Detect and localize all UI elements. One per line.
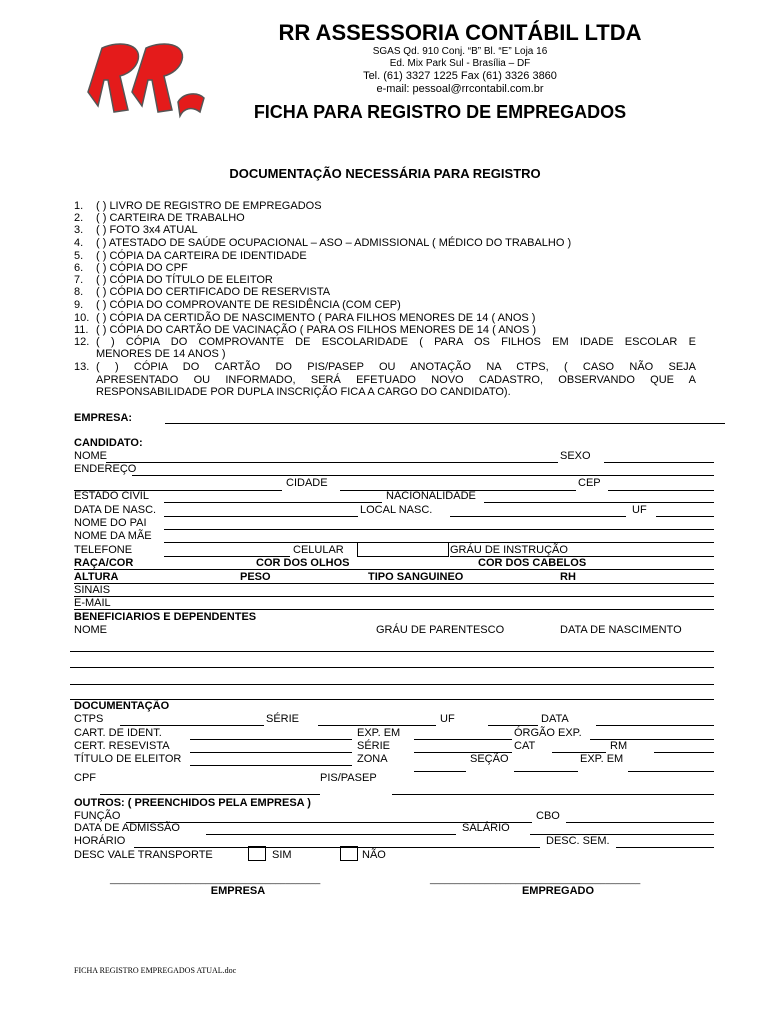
- ctps-data-field[interactable]: [596, 725, 714, 726]
- rr-logo-graphic: [80, 30, 210, 122]
- beneficiarios-label: BENEFICIARIOS E DEPENDENTES: [74, 611, 257, 623]
- cert-serie-label: SÉRIE: [357, 740, 391, 752]
- list-text: ( ) CÓPIA DA CARTEIRA DE IDENTIDADE: [96, 250, 307, 262]
- list-text: MENORES DE 14 ANOS ): [96, 348, 226, 360]
- email-label: E-MAIL: [74, 597, 111, 609]
- list-text: ( ) ATESTADO DE SAÚDE OCUPACIONAL – ASO – ADMISSIONAL ( MÉDICO DO TRABALHO ): [96, 237, 572, 249]
- cert-reservista-field[interactable]: [190, 752, 352, 753]
- company-email: e-mail: pessoal@rrcontabil.com.br: [376, 83, 544, 95]
- orgao-exp-field[interactable]: [590, 739, 714, 740]
- rm-field[interactable]: [654, 752, 714, 753]
- list-number: 4.: [74, 237, 84, 249]
- company-address-1: SGAS Qd. 910 Conj. “B” Bl. “E” Loja 16: [372, 46, 548, 57]
- rh-label: RH: [560, 571, 576, 583]
- uf-field[interactable]: [656, 516, 714, 517]
- list-text: ( ) CÓPIA DO TÍTULO DE ELEITOR: [96, 274, 273, 286]
- nome-mae-label: NOME DA MÃE: [74, 530, 152, 542]
- grau-instrucao-label: GRÁU DE INSTRUÇÃO: [450, 544, 568, 556]
- nacionalidade-label: NACIONALIDADE: [386, 490, 476, 502]
- titulo-eleitor-field[interactable]: [190, 765, 352, 766]
- horario-field[interactable]: [134, 847, 540, 848]
- footer-filename: FICHA REGISTRO EMPREGADOS ATUAL.doc: [74, 966, 237, 975]
- empregado-signature-label: EMPREGADO: [521, 885, 595, 897]
- nao-checkbox[interactable]: [340, 846, 358, 861]
- secao-field[interactable]: [514, 771, 578, 772]
- pis-pasep-field[interactable]: [392, 794, 714, 795]
- zona-label: ZONA: [357, 753, 388, 765]
- serie-label: SÉRIE: [266, 713, 300, 725]
- zona-field[interactable]: [414, 771, 466, 772]
- list-number: 10.: [74, 312, 90, 324]
- exp-em-label: EXP. EM: [357, 727, 401, 739]
- cidade-label: CIDADE: [286, 477, 328, 489]
- list-text: ( ) CÓPIA DO COMPROVANTE DE RESIDÊNCIA (COM CEP): [96, 299, 401, 311]
- cor-cabelos-label: COR DOS CABELOS: [478, 557, 587, 569]
- exp-em-field[interactable]: [414, 739, 512, 740]
- orgao-exp-label: ÓRGÃO EXP.: [514, 727, 582, 739]
- raca-cor-row-line[interactable]: [74, 569, 714, 570]
- sexo-label: SEXO: [560, 450, 591, 462]
- raca-cor-label: RAÇA/COR: [74, 557, 134, 569]
- cert-reservista-label: CERT. RESEVISTA: [74, 740, 170, 752]
- cbo-field[interactable]: [566, 822, 714, 823]
- pis-pasep-label: PIS/PASEP: [320, 772, 377, 784]
- ben-nome-header: NOME: [74, 624, 107, 636]
- sim-label: SIM: [272, 849, 292, 861]
- estado-civil-label: ESTADO CIVIL: [74, 490, 149, 502]
- cat-label: CAT: [514, 740, 536, 752]
- empresa-signature-label: EMPRESA: [210, 885, 266, 897]
- list-text: RESPONSABILIDADE POR DUPLA INSCRIÇÃO FICA A CARGO DO CANDIDATO).: [96, 386, 511, 398]
- altura-row-line[interactable]: [74, 583, 714, 584]
- list-number: 11.: [74, 324, 89, 336]
- docs-title: DOCUMENTAÇÃO NECESSÁRIA PARA REGISTRO: [229, 166, 541, 181]
- endereco-field[interactable]: [132, 475, 714, 476]
- cbo-label: CBO: [536, 810, 560, 822]
- ctps-label: CTPS: [74, 713, 104, 725]
- empresa-field[interactable]: [165, 423, 725, 424]
- list-text: ( ) CÓPIA DO COMPROVANTE DE ESCOLARIDADE ( PARA OS FILHOS EM IDADE ESCOLAR E: [96, 336, 696, 348]
- nome-pai-label: NOME DO PAI: [74, 517, 147, 529]
- data-admissao-field[interactable]: [206, 834, 456, 835]
- altura-label: ALTURA: [74, 571, 119, 583]
- nao-label: NÃO: [362, 849, 386, 861]
- titulo-exp-em-label: EXP. EM: [580, 753, 624, 765]
- list-number: 8.: [74, 286, 84, 298]
- ctps-uf-field[interactable]: [488, 725, 538, 726]
- list-text: ( ) CÓPIA DO CPF: [96, 262, 188, 274]
- cart-ident-label: CART. DE IDENT.: [74, 727, 162, 739]
- empregado-signature-line[interactable]: __________________________________________: [430, 874, 641, 884]
- beneficiario-row[interactable]: [70, 651, 714, 652]
- outros-label: OUTROS: ( PREENCHIDOS PELA EMPRESA ): [74, 797, 311, 809]
- sinais-field[interactable]: [74, 596, 714, 597]
- data-nasc-field[interactable]: [164, 516, 358, 517]
- secao-label: SEÇÃO: [470, 753, 509, 765]
- list-number: 6.: [74, 262, 84, 274]
- form-title: FICHA PARA REGISTRO DE EMPREGADOS: [253, 102, 627, 122]
- list-text: ( ) FOTO 3x4 ATUAL: [96, 224, 198, 236]
- cep-field[interactable]: [608, 490, 714, 491]
- titulo-exp-em-field[interactable]: [628, 771, 714, 772]
- data-nasc-label: DATA DE NASC.: [74, 504, 157, 516]
- serie-field[interactable]: [318, 725, 436, 726]
- nome-field[interactable]: [106, 462, 558, 463]
- company-phone: Tel. (61) 3327 1225 Fax (61) 3326 3860: [363, 70, 557, 82]
- cor-olhos-label: COR DOS OLHOS: [256, 557, 350, 569]
- endereco-label: ENDEREÇO: [74, 463, 137, 475]
- documentacao-label: DOCUMENTAÇÃO: [74, 700, 170, 712]
- list-number: 1.: [74, 200, 84, 212]
- data-admissao-label: DATA DE ADMISSÃO: [74, 822, 180, 834]
- tipo-sanguineo-label: TIPO SANGUINEO: [368, 571, 464, 583]
- ctps-data-label: DATA: [541, 713, 569, 725]
- beneficiario-row[interactable]: [70, 667, 714, 668]
- list-number: 3.: [74, 224, 84, 236]
- nome-pai-field[interactable]: [164, 529, 714, 530]
- list-text: ( ) CÓPIA DO CERTIFICADO DE RESERVISTA: [96, 286, 331, 298]
- list-number: 13.: [74, 361, 90, 373]
- email-field[interactable]: [74, 609, 714, 610]
- ctps-uf-label: UF: [440, 713, 455, 725]
- desc-sem-field[interactable]: [616, 847, 714, 848]
- sinais-label: SINAIS: [74, 584, 111, 596]
- celular-label: CELULAR: [293, 544, 344, 556]
- ctps-field[interactable]: [120, 725, 264, 726]
- nacionalidade-field[interactable]: [484, 502, 714, 503]
- salario-label: SALÁRIO: [462, 822, 510, 834]
- horario-label: HORÁRIO: [74, 835, 126, 847]
- celular-field[interactable]: [357, 542, 449, 557]
- funcao-label: FUNÇÃO: [74, 810, 121, 822]
- list-text: ( ) CARTEIRA DE TRABALHO: [96, 212, 245, 224]
- list-text: ( ) LIVRO DE REGISTRO DE EMPREGADOS: [96, 200, 322, 212]
- uf-label: UF: [632, 504, 647, 516]
- beneficiario-row[interactable]: [70, 684, 714, 685]
- list-text: ( ) CÓPIA DA CERTIDÃO DE NASCIMENTO ( PARA FILHOS MENORES DE 14 ( ANOS ): [96, 312, 536, 324]
- candidato-label: CANDIDATO:: [74, 437, 143, 449]
- sim-checkbox[interactable]: [248, 846, 266, 861]
- cep-label: CEP: [578, 477, 601, 489]
- nome-label: NOME: [74, 450, 107, 462]
- rm-label: RM: [610, 740, 628, 752]
- telefone-label: TELEFONE: [74, 544, 133, 556]
- empresa-label: EMPRESA:: [74, 412, 133, 424]
- cpf-label: CPF: [74, 772, 96, 784]
- list-number: 5.: [74, 250, 84, 262]
- list-text: APRESENTADO OU INFORMADO, SERÁ EFETUADO NOVO CADASTRO, OBSERVANDO QUE A: [96, 374, 696, 386]
- list-number: 2.: [74, 212, 84, 224]
- list-text: ( ) CÓPIA DO CARTÃO DO PIS/PASEP OU ANOTAÇÃO NA CTPS, ( CASO NÃO SEJA: [96, 361, 696, 373]
- titulo-eleitor-label: TÍTULO DE ELEITOR: [74, 753, 182, 765]
- cpf-field[interactable]: [100, 794, 320, 795]
- list-text: ( ) CÓPIA DO CARTÃO DE VACINAÇÃO ( PARA OS FILHOS MENORES DE 14 ( ANOS ): [96, 324, 537, 336]
- estado-civil-field[interactable]: [164, 502, 382, 503]
- list-number: 12.: [74, 336, 90, 348]
- company-address-2: Ed. Mix Park Sul - Brasília – DF: [389, 58, 531, 69]
- company-name: RR ASSESSORIA CONTÁBIL LTDA: [278, 20, 642, 45]
- empresa-signature-line[interactable]: __________________________________________: [110, 874, 321, 884]
- list-number: 9.: [74, 299, 84, 311]
- desc-sem-label: DESC. SEM.: [546, 835, 610, 847]
- sexo-field[interactable]: [604, 462, 714, 463]
- company-logo: [80, 30, 210, 122]
- cart-ident-field[interactable]: [190, 739, 352, 740]
- local-nasc-label: LOCAL NASC.: [360, 504, 433, 516]
- desc-vale-label: DESC VALE TRANSPORTE: [74, 849, 213, 861]
- list-number: 7.: [74, 274, 84, 286]
- peso-label: PESO: [240, 571, 271, 583]
- ben-parentesco-header: GRÁU DE PARENTESCO: [376, 624, 505, 636]
- ben-data-header: DATA DE NASCIMENTO: [560, 624, 682, 636]
- local-nasc-field[interactable]: [450, 516, 626, 517]
